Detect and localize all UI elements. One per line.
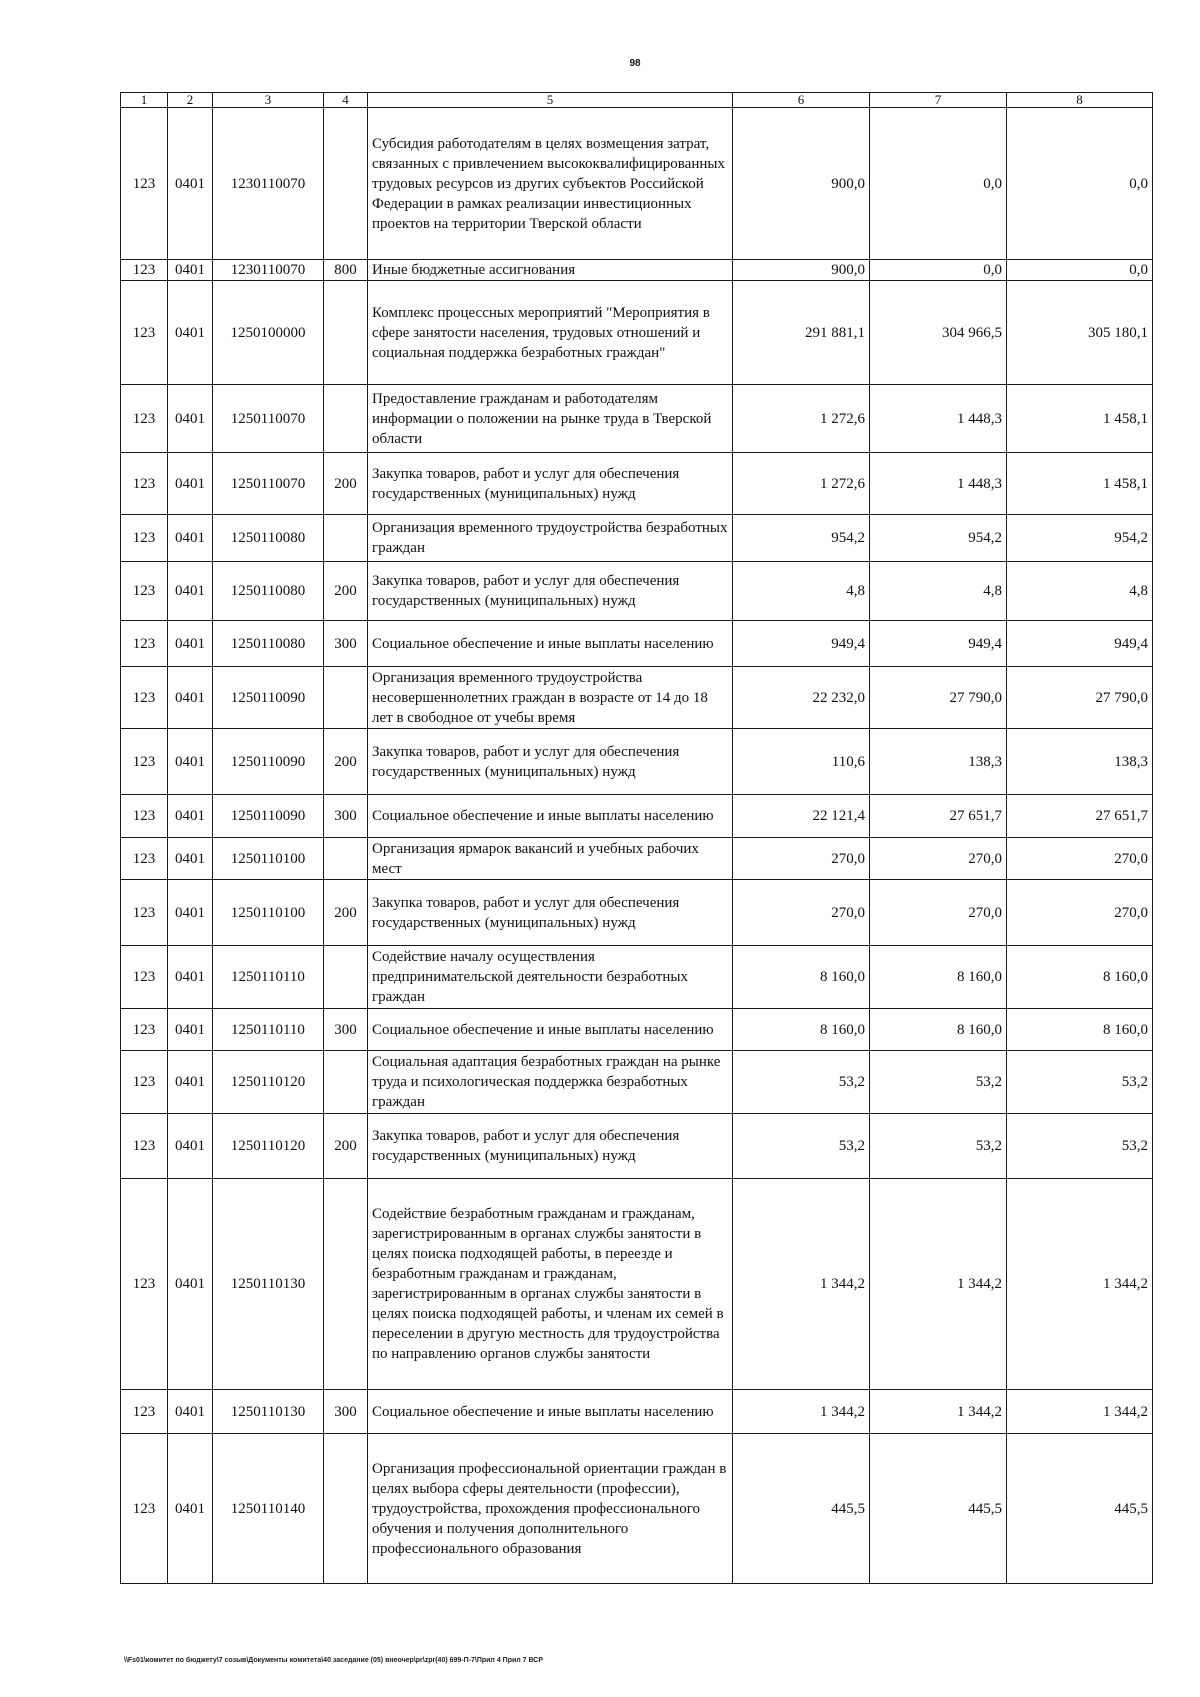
cell-section: 0401 — [168, 1051, 213, 1114]
cell-amount-year3: 4,8 — [1007, 562, 1153, 621]
cell-target-article: 1250110110 — [213, 1009, 324, 1051]
cell-amount-year3: 445,5 — [1007, 1434, 1153, 1584]
cell-ministry: 123 — [121, 281, 168, 385]
cell-name: Организация профессиональной ориентации граждан в целях выбора сферы деятельности (профессии), трудоустройства, прохождения профессионального обучения и получения дополнительного профессионального образования — [368, 1434, 733, 1584]
cell-amount-year1: 1 344,2 — [733, 1179, 870, 1390]
cell-name: Закупка товаров, работ и услуг для обеспечения государственных (муниципальных) нужд — [368, 562, 733, 621]
column-header: 1 — [121, 93, 168, 108]
table-row — [121, 946, 1153, 1009]
column-header: 4 — [324, 93, 368, 108]
table-row — [121, 1114, 1153, 1179]
cell-target-article: 1250110090 — [213, 729, 324, 795]
cell-amount-year2: 0,0 — [870, 260, 1007, 281]
cell-amount-year3: 305 180,1 — [1007, 281, 1153, 385]
cell-amount-year3: 270,0 — [1007, 838, 1153, 880]
cell-ministry: 123 — [121, 385, 168, 453]
cell-amount-year3: 949,4 — [1007, 621, 1153, 667]
cell-amount-year2: 8 160,0 — [870, 946, 1007, 1009]
table-row — [121, 260, 1153, 281]
cell-target-article: 1250110090 — [213, 667, 324, 729]
cell-section: 0401 — [168, 1434, 213, 1584]
cell-amount-year2: 8 160,0 — [870, 1009, 1007, 1051]
cell-name: Закупка товаров, работ и услуг для обеспечения государственных (муниципальных) нужд — [368, 453, 733, 515]
cell-expense-type — [324, 1051, 368, 1114]
table-row — [121, 795, 1153, 838]
cell-name: Содействие безработным гражданам и гражданам, зарегистрированным в органах службы занятости в целях поиска подходящей работы, в переезде и безработным гражданам и гражданам, зарегистрированным в органах службы занятости в целях поиска подходящей работы, и членам их семей в переселении в другую местность для трудоустройства по направлению органов службы занятости — [368, 1179, 733, 1390]
table-row — [121, 515, 1153, 562]
table-row — [121, 1009, 1153, 1051]
cell-amount-year2: 138,3 — [870, 729, 1007, 795]
cell-amount-year1: 8 160,0 — [733, 1009, 870, 1051]
cell-amount-year1: 8 160,0 — [733, 946, 870, 1009]
cell-target-article: 1230110070 — [213, 108, 324, 260]
cell-amount-year1: 900,0 — [733, 260, 870, 281]
cell-name: Социальное обеспечение и иные выплаты населению — [368, 1009, 733, 1051]
cell-expense-type: 300 — [324, 1009, 368, 1051]
cell-ministry: 123 — [121, 1434, 168, 1584]
cell-ministry: 123 — [121, 1179, 168, 1390]
cell-expense-type — [324, 1434, 368, 1584]
cell-amount-year1: 53,2 — [733, 1051, 870, 1114]
cell-name: Организация временного трудоустройства несовершеннолетних граждан в возрасте от 14 до 18 лет в свободное от учебы время — [368, 667, 733, 729]
cell-amount-year3: 27 651,7 — [1007, 795, 1153, 838]
cell-ministry: 123 — [121, 946, 168, 1009]
column-header: 5 — [368, 93, 733, 108]
table-row — [121, 667, 1153, 729]
table-row — [121, 385, 1153, 453]
cell-section: 0401 — [168, 795, 213, 838]
cell-name: Социальное обеспечение и иные выплаты населению — [368, 621, 733, 667]
cell-section: 0401 — [168, 729, 213, 795]
cell-amount-year1: 1 272,6 — [733, 385, 870, 453]
cell-expense-type — [324, 946, 368, 1009]
cell-amount-year2: 53,2 — [870, 1051, 1007, 1114]
cell-amount-year3: 954,2 — [1007, 515, 1153, 562]
cell-amount-year1: 949,4 — [733, 621, 870, 667]
page-number: 98 — [629, 58, 641, 69]
table-row — [121, 108, 1153, 260]
cell-section: 0401 — [168, 281, 213, 385]
cell-amount-year3: 27 790,0 — [1007, 667, 1153, 729]
table-row — [121, 880, 1153, 946]
cell-amount-year1: 270,0 — [733, 880, 870, 946]
cell-amount-year1: 900,0 — [733, 108, 870, 260]
cell-name: Закупка товаров, работ и услуг для обеспечения государственных (муниципальных) нужд — [368, 1114, 733, 1179]
cell-name: Социальное обеспечение и иные выплаты населению — [368, 795, 733, 838]
table-row — [121, 453, 1153, 515]
cell-ministry: 123 — [121, 108, 168, 260]
cell-section: 0401 — [168, 515, 213, 562]
cell-name: Субсидия работодателям в целях возмещения затрат, связанных с привлечением высококвалифицированных трудовых ресурсов из других субъектов Российской Федерации в рамках реализации инвестиционных проектов на территории Тверской области — [368, 108, 733, 260]
cell-section: 0401 — [168, 838, 213, 880]
cell-expense-type: 300 — [324, 621, 368, 667]
cell-amount-year1: 954,2 — [733, 515, 870, 562]
cell-ministry: 123 — [121, 1051, 168, 1114]
cell-section: 0401 — [168, 453, 213, 515]
cell-name: Социальная адаптация безработных граждан на рынке труда и психологическая поддержка безработных граждан — [368, 1051, 733, 1114]
cell-target-article: 1250110120 — [213, 1114, 324, 1179]
cell-target-article: 1250110130 — [213, 1179, 324, 1390]
cell-amount-year3: 270,0 — [1007, 880, 1153, 946]
cell-expense-type: 200 — [324, 562, 368, 621]
cell-section: 0401 — [168, 1114, 213, 1179]
cell-expense-type — [324, 838, 368, 880]
cell-ministry: 123 — [121, 838, 168, 880]
cell-ministry: 123 — [121, 1009, 168, 1051]
cell-name: Социальное обеспечение и иные выплаты населению — [368, 1390, 733, 1434]
cell-target-article: 1250110090 — [213, 795, 324, 838]
cell-section: 0401 — [168, 562, 213, 621]
cell-amount-year2: 445,5 — [870, 1434, 1007, 1584]
cell-amount-year3: 1 458,1 — [1007, 453, 1153, 515]
cell-section: 0401 — [168, 1009, 213, 1051]
cell-amount-year2: 27 790,0 — [870, 667, 1007, 729]
cell-amount-year1: 53,2 — [733, 1114, 870, 1179]
cell-target-article: 1250110080 — [213, 621, 324, 667]
cell-ministry: 123 — [121, 260, 168, 281]
cell-expense-type — [324, 108, 368, 260]
cell-amount-year2: 4,8 — [870, 562, 1007, 621]
cell-amount-year3: 53,2 — [1007, 1114, 1153, 1179]
cell-amount-year1: 4,8 — [733, 562, 870, 621]
cell-target-article: 1250110140 — [213, 1434, 324, 1584]
cell-amount-year2: 1 448,3 — [870, 385, 1007, 453]
cell-expense-type — [324, 1179, 368, 1390]
column-header: 8 — [1007, 93, 1153, 108]
cell-ministry: 123 — [121, 453, 168, 515]
cell-amount-year3: 8 160,0 — [1007, 946, 1153, 1009]
table-row — [121, 621, 1153, 667]
column-number-row — [121, 93, 1153, 108]
budget-table — [120, 92, 1153, 1584]
cell-ministry: 123 — [121, 1390, 168, 1434]
cell-amount-year1: 1 272,6 — [733, 453, 870, 515]
cell-section: 0401 — [168, 1179, 213, 1390]
cell-amount-year3: 138,3 — [1007, 729, 1153, 795]
cell-ministry: 123 — [121, 621, 168, 667]
column-header: 7 — [870, 93, 1007, 108]
cell-target-article: 1250110080 — [213, 515, 324, 562]
cell-amount-year1: 22 232,0 — [733, 667, 870, 729]
cell-expense-type — [324, 515, 368, 562]
cell-amount-year3: 1 344,2 — [1007, 1390, 1153, 1434]
cell-name: Организация временного трудоустройства безработных граждан — [368, 515, 733, 562]
column-header: 6 — [733, 93, 870, 108]
cell-expense-type — [324, 385, 368, 453]
cell-target-article: 1250110110 — [213, 946, 324, 1009]
cell-ministry: 123 — [121, 1114, 168, 1179]
cell-amount-year1: 110,6 — [733, 729, 870, 795]
cell-amount-year3: 1 458,1 — [1007, 385, 1153, 453]
cell-expense-type: 200 — [324, 453, 368, 515]
cell-amount-year2: 270,0 — [870, 838, 1007, 880]
cell-section: 0401 — [168, 667, 213, 729]
cell-section: 0401 — [168, 260, 213, 281]
table-row — [121, 281, 1153, 385]
column-header: 2 — [168, 93, 213, 108]
column-header: 3 — [213, 93, 324, 108]
cell-target-article: 1250110120 — [213, 1051, 324, 1114]
cell-target-article: 1230110070 — [213, 260, 324, 281]
table-row — [121, 1434, 1153, 1584]
cell-amount-year2: 270,0 — [870, 880, 1007, 946]
table-row — [121, 838, 1153, 880]
cell-ministry: 123 — [121, 562, 168, 621]
cell-section: 0401 — [168, 621, 213, 667]
cell-name: Комплекс процессных мероприятий "Мероприятия в сфере занятости населения, трудовых отношений и социальная поддержка безработных граждан" — [368, 281, 733, 385]
table-row — [121, 1179, 1153, 1390]
cell-expense-type: 800 — [324, 260, 368, 281]
cell-target-article: 1250110080 — [213, 562, 324, 621]
cell-amount-year1: 270,0 — [733, 838, 870, 880]
cell-amount-year3: 8 160,0 — [1007, 1009, 1153, 1051]
cell-target-article: 1250110100 — [213, 838, 324, 880]
cell-amount-year1: 1 344,2 — [733, 1390, 870, 1434]
cell-amount-year3: 0,0 — [1007, 108, 1153, 260]
cell-name: Предоставление гражданам и работодателям информации о положении на рынке труда в Тверской области — [368, 385, 733, 453]
cell-amount-year2: 53,2 — [870, 1114, 1007, 1179]
cell-ministry: 123 — [121, 729, 168, 795]
cell-name: Содействие началу осуществления предпринимательской деятельности безработных граждан — [368, 946, 733, 1009]
cell-amount-year2: 1 448,3 — [870, 453, 1007, 515]
cell-amount-year2: 954,2 — [870, 515, 1007, 562]
cell-amount-year1: 291 881,1 — [733, 281, 870, 385]
footer-file-path: \\Fs01\комитет по бюджету\7 созыв\Документы комитета\40 заседание (05) внеочер\pr\zpr(40) 699-П-7\Прил 4 Прил 7 ВСР — [124, 1657, 544, 1664]
cell-amount-year3: 0,0 — [1007, 260, 1153, 281]
cell-name: Закупка товаров, работ и услуг для обеспечения государственных (муниципальных) нужд — [368, 729, 733, 795]
cell-amount-year2: 949,4 — [870, 621, 1007, 667]
cell-target-article: 1250110130 — [213, 1390, 324, 1434]
cell-expense-type: 300 — [324, 795, 368, 838]
table-row — [121, 1051, 1153, 1114]
cell-section: 0401 — [168, 880, 213, 946]
cell-name: Закупка товаров, работ и услуг для обеспечения государственных (муниципальных) нужд — [368, 880, 733, 946]
cell-section: 0401 — [168, 946, 213, 1009]
cell-target-article: 1250110070 — [213, 385, 324, 453]
cell-amount-year1: 22 121,4 — [733, 795, 870, 838]
cell-section: 0401 — [168, 1390, 213, 1434]
cell-expense-type — [324, 667, 368, 729]
cell-name: Иные бюджетные ассигнования — [368, 260, 733, 281]
cell-ministry: 123 — [121, 795, 168, 838]
cell-amount-year2: 1 344,2 — [870, 1390, 1007, 1434]
cell-ministry: 123 — [121, 515, 168, 562]
cell-target-article: 1250100000 — [213, 281, 324, 385]
cell-expense-type: 200 — [324, 880, 368, 946]
cell-section: 0401 — [168, 108, 213, 260]
cell-target-article: 1250110070 — [213, 453, 324, 515]
cell-expense-type: 300 — [324, 1390, 368, 1434]
table-row — [121, 562, 1153, 621]
cell-amount-year1: 445,5 — [733, 1434, 870, 1584]
cell-expense-type: 200 — [324, 1114, 368, 1179]
cell-amount-year2: 0,0 — [870, 108, 1007, 260]
cell-section: 0401 — [168, 385, 213, 453]
cell-ministry: 123 — [121, 880, 168, 946]
cell-expense-type: 200 — [324, 729, 368, 795]
cell-amount-year2: 27 651,7 — [870, 795, 1007, 838]
cell-amount-year2: 304 966,5 — [870, 281, 1007, 385]
cell-amount-year3: 1 344,2 — [1007, 1179, 1153, 1390]
cell-amount-year2: 1 344,2 — [870, 1179, 1007, 1390]
cell-ministry: 123 — [121, 667, 168, 729]
cell-expense-type — [324, 281, 368, 385]
table-row — [121, 1390, 1153, 1434]
cell-target-article: 1250110100 — [213, 880, 324, 946]
cell-amount-year3: 53,2 — [1007, 1051, 1153, 1114]
cell-name: Организация ярмарок вакансий и учебных рабочих мест — [368, 838, 733, 880]
table-row — [121, 729, 1153, 795]
